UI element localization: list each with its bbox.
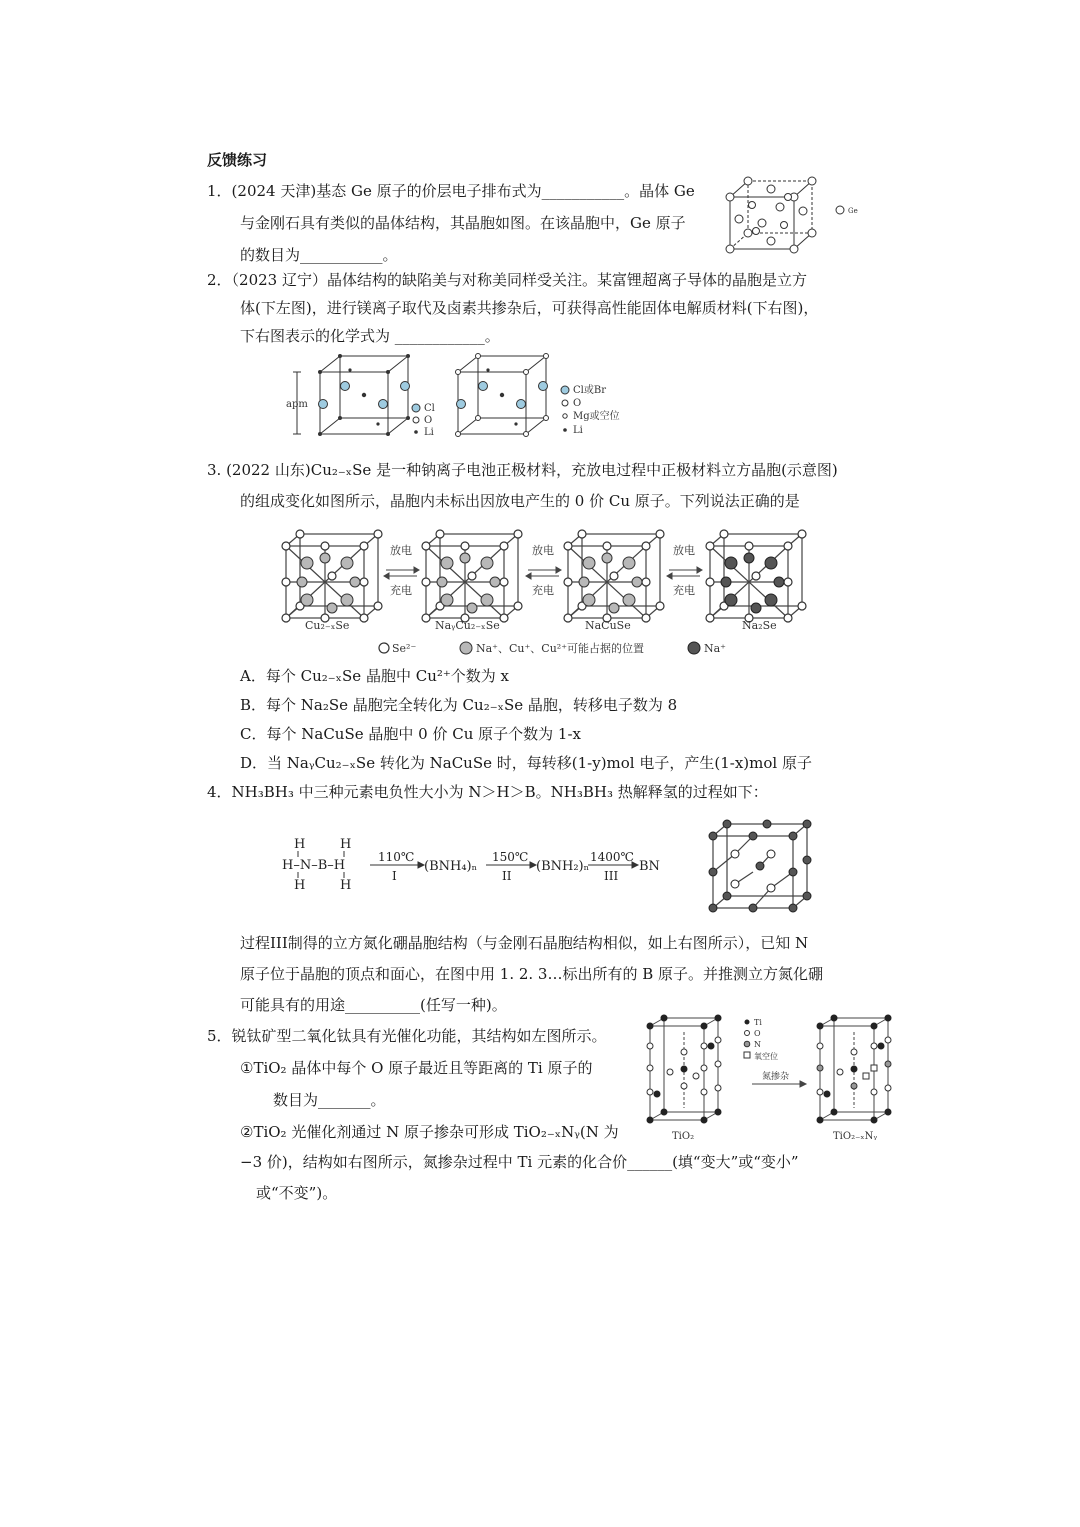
legend-positions: Na⁺、Cu⁺、Cu²⁺可能占据的位置 (476, 642, 645, 655)
right-legend-li: Li (573, 425, 583, 436)
q3-option-d: D．当 NaᵧCu₂₋ₓSe 转化为 NaCuSe 时，每转移(1-y)mol 电子，产生(1-x)mol 原子 (240, 754, 812, 772)
svg-text:H: H (294, 837, 306, 852)
section-title: 反馈练习 (207, 151, 268, 169)
q5-line5: −3 价)，结构如右图所示，氮掺杂过程中 Ti 元素的化合价______(填“变大”或“变小” (240, 1153, 799, 1171)
ge-unit-cell-figure (722, 175, 867, 255)
legend-vacancy: 氧空位 (754, 1052, 778, 1061)
cu2se-cells-figure (280, 518, 810, 658)
legend-n: N (754, 1040, 761, 1049)
tio2-caption: TiO₂ (672, 1131, 695, 1142)
temp1: 110℃ (378, 850, 415, 864)
prod3: BN (639, 859, 660, 874)
q3-option-a: A．每个 Cu₂₋ₓSe 晶胞中 Cu²⁺个数为 x (240, 667, 510, 685)
q2-line1: 2．（2023 辽宁）晶体结构的缺陷美与对称美同样受关注。某富锂超离子导体的晶胞是立方 (207, 271, 807, 289)
svg-text:H: H (340, 878, 352, 893)
doping-arrow-label: 氮掺杂 (762, 1072, 790, 1082)
prod1: (BNH₄)ₙ (424, 859, 478, 874)
q3-line1: 3. (2022 山东)Cu₂₋ₓSe 是一种钠离子电池正极材料，充放电过程中正极材料立方晶胞(示意图) (207, 461, 838, 479)
q5-line4: ②TiO₂ 光催化剂通过 N 原子掺杂可形成 TiO₂₋ₓNᵧ(N 为 (240, 1123, 619, 1141)
arrow2-top: 放电 (532, 544, 554, 557)
left-legend-cl: Cl (424, 403, 435, 414)
q4-line4: 可能具有的用途__________(任写一种)。 (240, 996, 507, 1014)
arrow3-top: 放电 (673, 544, 695, 557)
q5-line1: 5．锐钛矿型二氧化钛具有光催化功能，其结构如左图所示。 (207, 1027, 607, 1045)
right-legend-o: O (573, 398, 582, 409)
legend-se: Se²⁻ (392, 642, 417, 655)
legend-o: O (754, 1029, 761, 1038)
q5-line3: 数目为_______。 (273, 1091, 386, 1109)
li-superionic-cells-figure (285, 350, 645, 442)
tio2-doping-figure (640, 1012, 895, 1144)
ge-legend-label: Ge (848, 207, 858, 215)
apm-label: apm (286, 399, 308, 410)
q1-line2: 与金刚石具有类似的晶体结构，其晶胞如图。在该晶胞中，Ge 原子 (240, 214, 686, 232)
step3: III (604, 869, 619, 883)
arrow2-bottom: 充电 (532, 584, 554, 597)
legend-ti: Ti (754, 1018, 762, 1027)
q2-line3: 下右图表示的化学式为 ____________。 (240, 327, 500, 345)
cubic-bn-cell-figure (705, 818, 817, 914)
q3-option-c: C．每个 NaCuSe 晶胞中 0 价 Cu 原子个数为 1-x (240, 725, 581, 743)
left-legend-li: Li (424, 427, 434, 438)
q1-line1: 1．(2024 天津)基态 Ge 原子的价层电子排布式为___________。晶体 Ge (207, 182, 695, 200)
cell-nacuse (564, 530, 664, 622)
prod2: (BNH₂)ₙ (536, 859, 590, 874)
cell-label-4: Na₂Se (742, 619, 777, 632)
left-legend-o: O (424, 415, 433, 426)
right-legend-clbr: Cl或Br (573, 385, 606, 396)
cell-na2se (706, 530, 806, 622)
q3-line2: 的组成变化如图所示，晶胞内未标出因放电产生的 0 价 Cu 原子。下列说法正确的是 (240, 492, 800, 510)
cell-cu2xse (282, 530, 382, 622)
legend-na: Na⁺ (704, 642, 726, 655)
temp3: 1400℃ (590, 850, 634, 864)
cell-label-2: NaᵧCu₂₋ₓSe (435, 619, 500, 632)
arrow1-bottom: 充电 (390, 584, 412, 597)
q5-line6: 或“不变”)。 (256, 1184, 338, 1202)
cell-label-3: NaCuSe (585, 619, 631, 632)
tio2xny-caption: TiO₂₋ₓNᵧ (833, 1131, 878, 1142)
arrow3-bottom: 充电 (673, 584, 695, 597)
arrow1-top: 放电 (390, 544, 412, 557)
temp2: 150℃ (492, 850, 529, 864)
q4-line2: 过程III制得的立方氮化硼晶胞结构（与金刚石晶胞结构相似，如上右图所示），已知 N (240, 934, 809, 952)
cell-naycu2xse (422, 530, 522, 622)
q4-line1: 4．NH₃BH₃ 中三种元素电负性大小为 N＞H＞B。NH₃BH₃ 热解释氢的过程如下： (207, 783, 768, 801)
q1-line3: 的数目为___________。 (240, 246, 398, 264)
svg-text:H: H (294, 878, 306, 893)
right-legend-mg: Mg或空位 (573, 411, 620, 422)
step2: II (502, 869, 512, 883)
q5-line2: ①TiO₂ 晶体中每个 O 原子最近且等距离的 Ti 原子的 (240, 1059, 593, 1077)
step1: I (392, 869, 397, 883)
svg-text:H–N–B–H: H–N–B–H (282, 858, 346, 873)
q3-option-b: B．每个 Na₂Se 晶胞完全转化为 Cu₂₋ₓSe 晶胞，转移电子数为 8 (240, 696, 678, 714)
cell-label-1: Cu₂₋ₓSe (305, 619, 350, 632)
nh3bh3-reaction-scheme (278, 832, 668, 896)
q2-line2: 体(下左图)，进行镁离子取代及卤素共掺杂后，可获得高性能固体电解质材料(下右图)， (240, 299, 819, 317)
q4-line3: 原子位于晶胞的顶点和面心，在图中用 1. 2. 3…标出所有的 B 原子。并推测立方氮化硼 (240, 965, 824, 983)
svg-text:H: H (340, 837, 352, 852)
